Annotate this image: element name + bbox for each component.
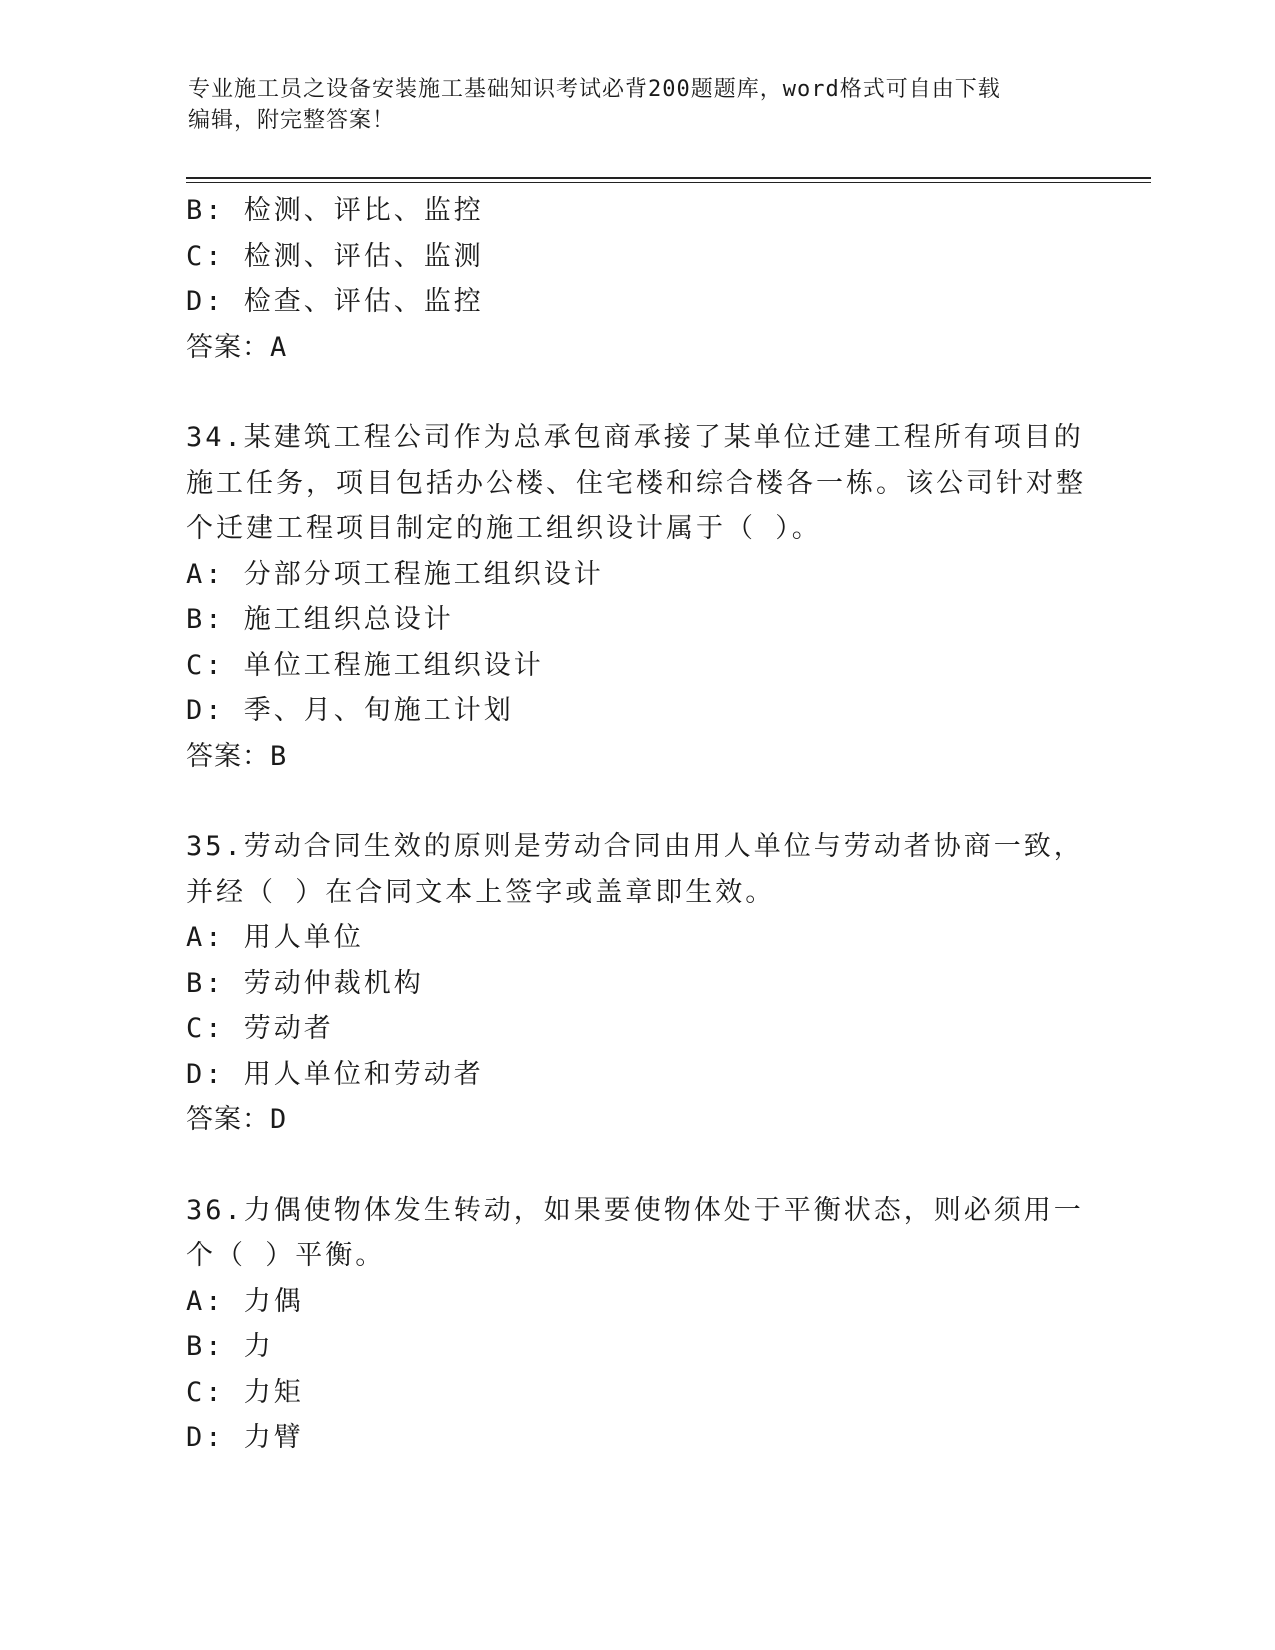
header-title-line-1: 专业施工员之设备安装施工基础知识考试必背200题题库，word格式可自由下载: [188, 77, 1001, 102]
option-c: C: 单位工程施工组织设计: [186, 649, 544, 681]
option-d: D: 季、月、旬施工计划: [186, 695, 514, 726]
option-b: B: 施工组织总设计: [186, 604, 454, 635]
answer: 答案：D: [186, 1104, 288, 1135]
option-d: D: 用人单位和劳动者: [186, 1058, 484, 1090]
question-text: 34.某建筑工程公司作为总承包商承接了某单位迁建工程所有项目的施工任务，项目包括办公楼、住宅楼和综合楼各一栋。该公司针对整个迁建工程项目制定的施工组织设计属于（ ）。: [186, 422, 1086, 544]
option-b: B: 检测、评比、监控: [186, 195, 484, 226]
answer: 答案：B: [186, 740, 288, 772]
answer: 答案：A: [186, 331, 288, 363]
header-title-line-2: 编辑，附完整答案！: [188, 108, 396, 133]
question-text: 36.力偶使物体发生转动，如果要使物体处于平衡状态，则必须用一个（ ）平衡。: [186, 1194, 1084, 1271]
option-b: B: 力: [186, 1331, 274, 1362]
option-d: D: 力臂: [186, 1422, 304, 1453]
document-header: [188, 74, 1088, 136]
option-b: B: 劳动仲裁机构: [186, 967, 424, 999]
option-a: A: 分部分项工程施工组织设计: [186, 558, 604, 590]
question-34: [186, 415, 1086, 779]
option-c: C: 劳动者: [186, 1013, 334, 1044]
question-text: 35.劳动合同生效的原则是劳动合同由用人单位与劳动者协商一致，并经（ ）在合同文本上签字或盖章即生效。: [186, 831, 1084, 908]
header-divider-thin: [186, 182, 1151, 183]
spacer: [186, 370, 1086, 415]
spacer: [186, 1143, 1086, 1188]
question-36: [186, 1188, 1086, 1461]
option-d: D: 检查、评估、监控: [186, 286, 484, 317]
document-body: [186, 188, 1086, 1461]
question-33-partial: [186, 188, 1086, 370]
option-a: A: 力偶: [186, 1285, 304, 1317]
option-c: C: 检测、评估、监测: [186, 240, 484, 272]
option-a: A: 用人单位: [186, 922, 364, 953]
spacer: [186, 779, 1086, 824]
option-c: C: 力矩: [186, 1376, 304, 1408]
header-divider-thick: [186, 177, 1151, 179]
question-35: [186, 824, 1086, 1143]
